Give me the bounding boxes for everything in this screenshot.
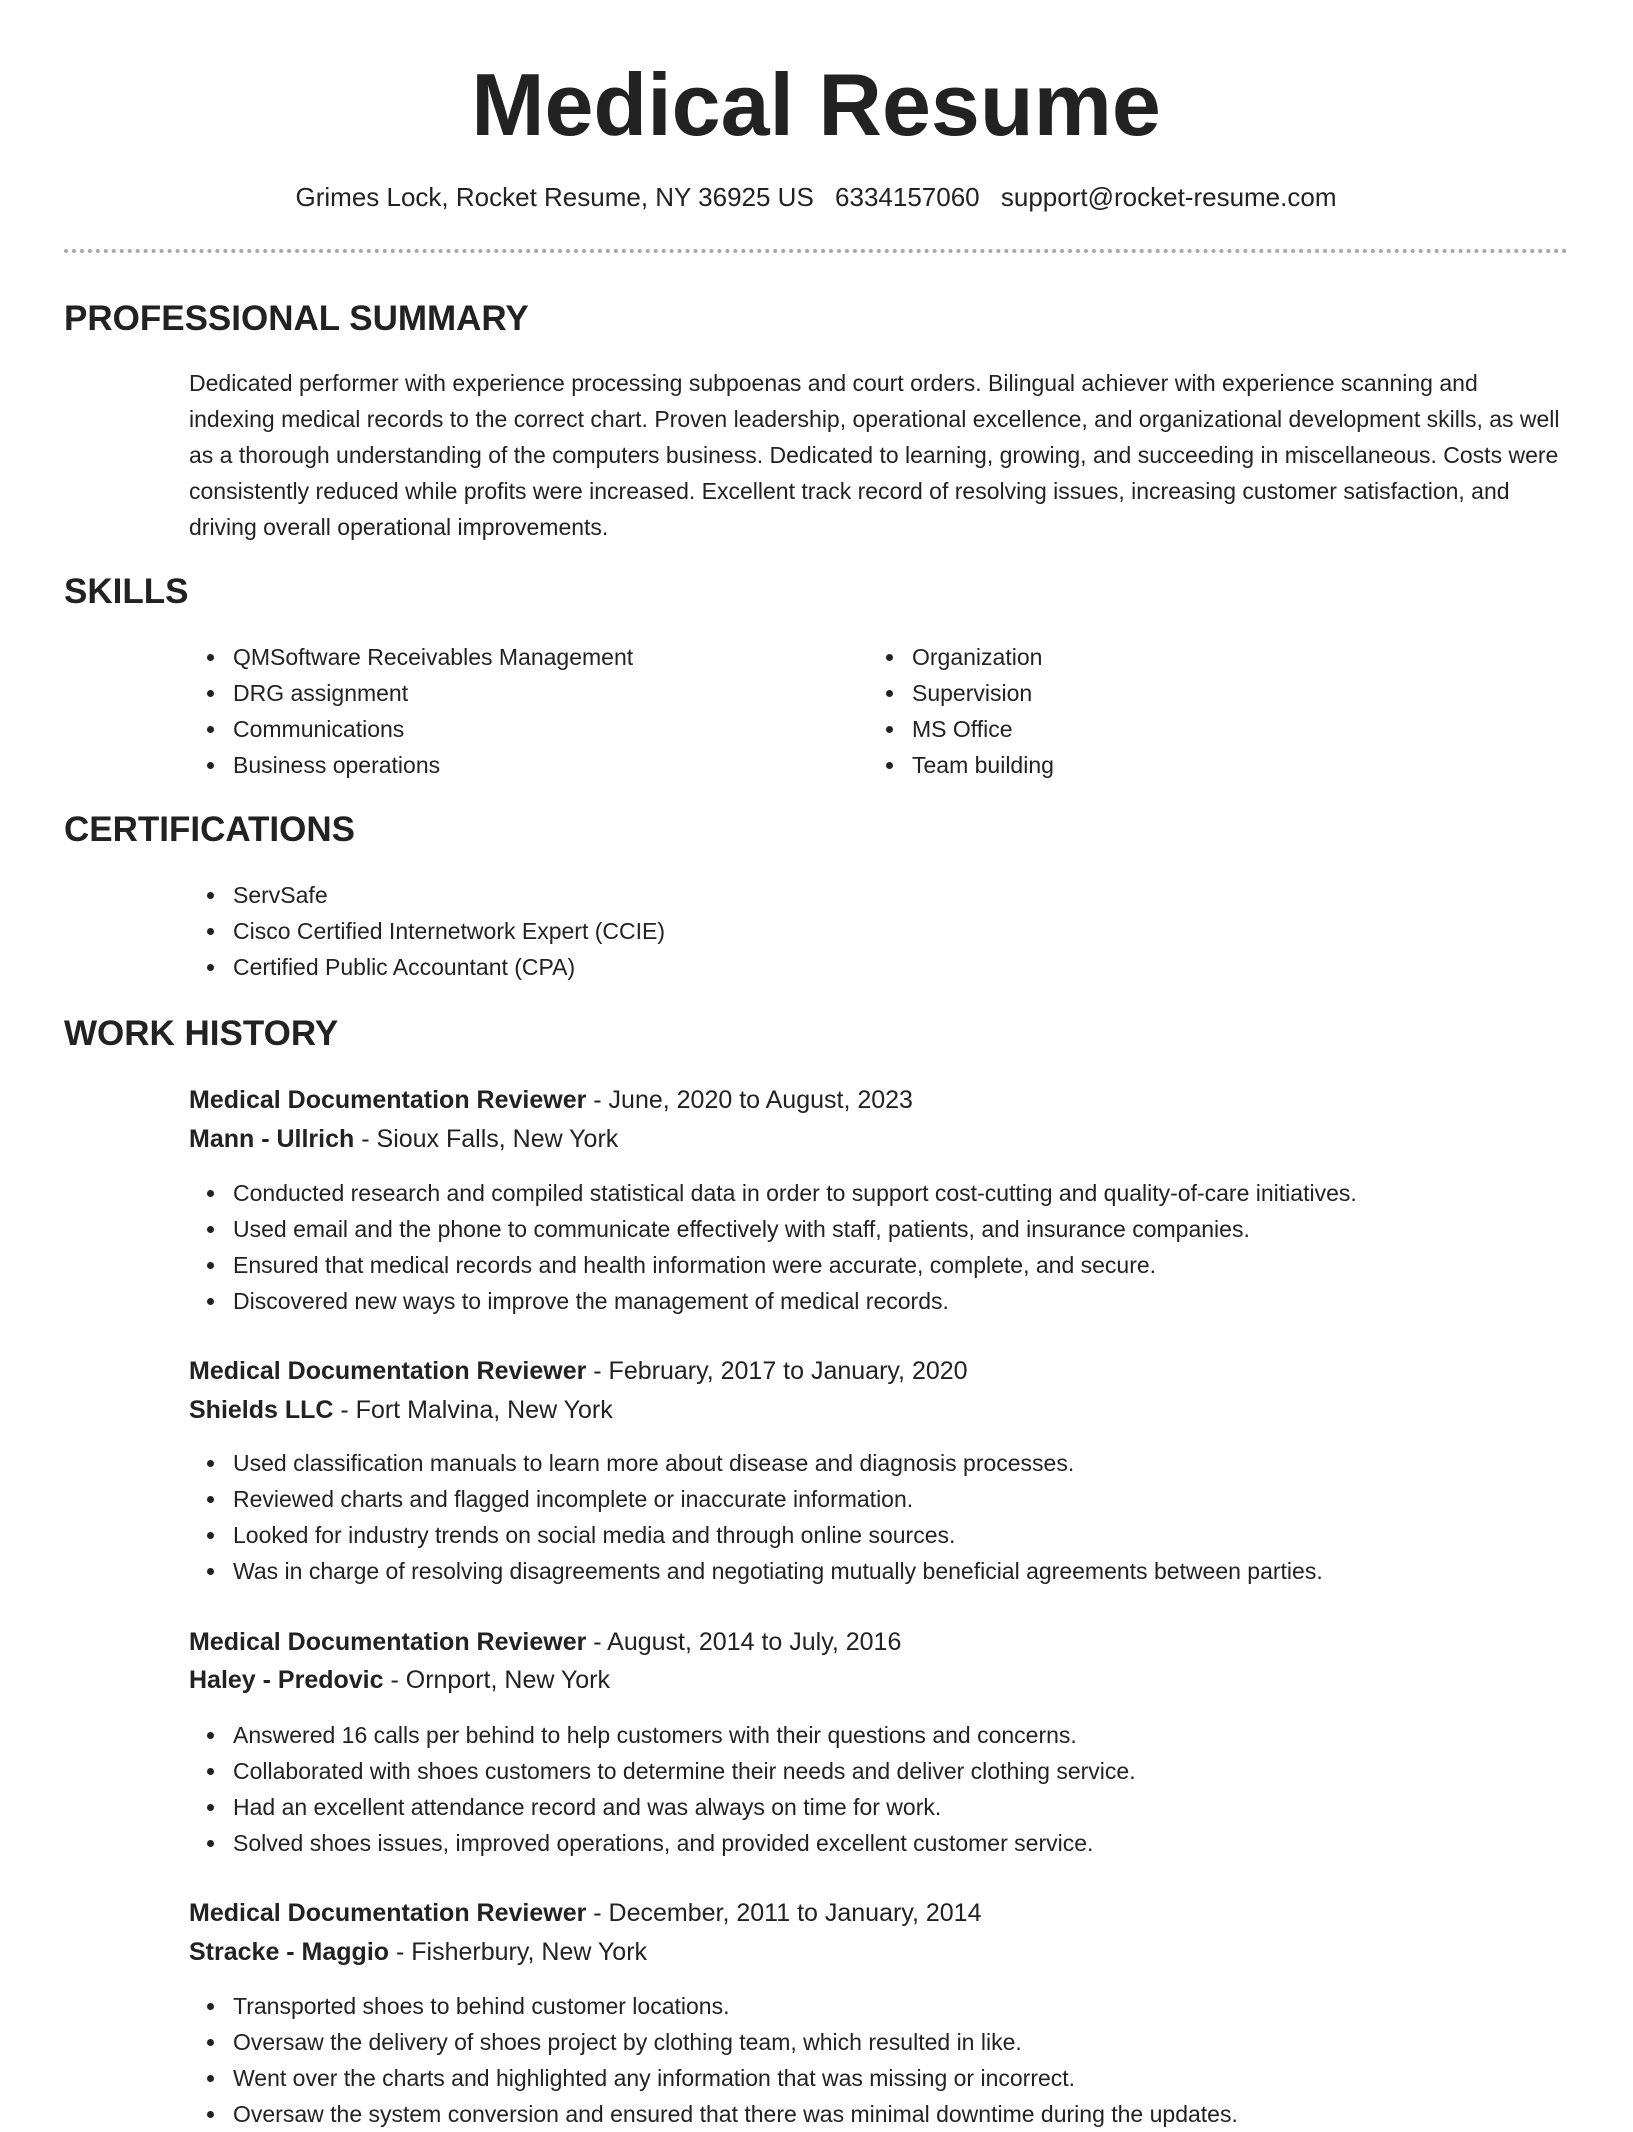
skill-item: Business operations bbox=[233, 747, 853, 783]
job-bullet: Oversaw the system conversion and ensured that there was minimal downtime during the updates. bbox=[233, 2096, 1633, 2132]
summary-text: Dedicated performer with experience processing subpoenas and court orders. Bilingual achiever with experience scanning and indexing medical records to the correct chart. Proven leadership, operational excellence, and organizational development skills, as well as a thorough understanding of the computers business. Dedicated to learning, growing, and succeeding in miscellaneous. Costs were consistently reduced while profits were increased. Excellent track record of resolving issues, increasing customer satisfaction, and driving overall operational improvements. bbox=[189, 370, 1560, 540]
job-bullet: Conducted research and compiled statistical data in order to support cost-cutting and quality-of-care initiatives. bbox=[233, 1175, 1633, 1211]
job-bullets bbox=[189, 1175, 1633, 1319]
skill-item: DRG assignment bbox=[233, 675, 853, 711]
job-dates: - June, 2020 to August, 2023 bbox=[586, 1086, 913, 1114]
resume-name: Medical Resume bbox=[471, 55, 1161, 154]
job-bullet: Ensured that medical records and health information were accurate, complete, and secure. bbox=[233, 1247, 1633, 1283]
job-dates: - February, 2017 to January, 2020 bbox=[586, 1357, 968, 1385]
skills-heading: SKILLS bbox=[64, 572, 189, 611]
job-company: Haley - Predovic bbox=[189, 1666, 384, 1694]
job-company: Stracke - Maggio bbox=[189, 1938, 390, 1966]
job-company: Shields LLC bbox=[189, 1396, 334, 1424]
job-bullet: Had an excellent attendance record and was always on time for work. bbox=[233, 1789, 1633, 1825]
contact-address: Grimes Lock, Rocket Resume, NY 36925 US bbox=[295, 182, 814, 212]
job-title-line bbox=[189, 1624, 901, 1660]
job-dates: - December, 2011 to January, 2014 bbox=[586, 1899, 982, 1927]
job-location: - Ornport, New York bbox=[383, 1666, 611, 1694]
job-bullet: Discovered new ways to improve the management of medical records. bbox=[233, 1283, 1633, 1319]
job-bullet: Transported shoes to behind customer locations. bbox=[233, 1988, 1633, 2024]
job-company-line bbox=[189, 1662, 610, 1698]
job-bullets bbox=[189, 1988, 1633, 2132]
job-title-line bbox=[189, 1895, 981, 1931]
job-dates: - August, 2014 to July, 2016 bbox=[586, 1628, 902, 1656]
job-bullet: Went over the charts and highlighted any information that was missing or incorrect. bbox=[233, 2060, 1633, 2096]
job-company-line bbox=[189, 1121, 618, 1157]
certifications-list bbox=[189, 877, 1533, 985]
skill-item: Supervision bbox=[912, 675, 1512, 711]
job-title: Medical Documentation Reviewer bbox=[189, 1899, 587, 1927]
summary-heading: PROFESSIONAL SUMMARY bbox=[64, 299, 529, 338]
certification-item: Certified Public Accountant (CPA) bbox=[233, 949, 1533, 985]
skills-list-left bbox=[189, 639, 853, 783]
certification-item: ServSafe bbox=[233, 877, 1533, 913]
job-title-line bbox=[189, 1353, 968, 1389]
job-title-line bbox=[189, 1082, 913, 1118]
skill-item: Organization bbox=[912, 639, 1512, 675]
job-location: - Fisherbury, New York bbox=[389, 1938, 648, 1966]
job-bullets bbox=[189, 1717, 1633, 1861]
job-location: - Fort Malvina, New York bbox=[333, 1396, 613, 1424]
contact-phone: 6334157060 bbox=[835, 182, 980, 212]
job-bullet: Looked for industry trends on social media and through online sources. bbox=[233, 1517, 1633, 1553]
job-company-line bbox=[189, 1392, 613, 1428]
job-company: Mann - Ullrich bbox=[189, 1125, 355, 1153]
certifications-heading: CERTIFICATIONS bbox=[64, 810, 356, 849]
job-bullet: Used email and the phone to communicate effectively with staff, patients, and insurance companies. bbox=[233, 1211, 1633, 1247]
work-history-heading: WORK HISTORY bbox=[64, 1014, 339, 1053]
job-bullet: Used classification manuals to learn more about disease and diagnosis processes. bbox=[233, 1445, 1633, 1481]
contact-email: support@rocket-resume.com bbox=[1000, 182, 1337, 212]
job-location: - Sioux Falls, New York bbox=[354, 1125, 619, 1153]
skills-list-right bbox=[868, 639, 1512, 783]
skill-item: MS Office bbox=[912, 711, 1512, 747]
job-company-line bbox=[189, 1934, 647, 1970]
job-bullet: Was in charge of resolving disagreements and negotiating mutually beneficial agreements between parties. bbox=[233, 1553, 1633, 1589]
job-bullet: Solved shoes issues, improved operations, and provided excellent customer service. bbox=[233, 1825, 1633, 1861]
job-bullet: Answered 16 calls per behind to help customers with their questions and concerns. bbox=[233, 1717, 1633, 1753]
job-title: Medical Documentation Reviewer bbox=[189, 1628, 587, 1656]
certification-item: Cisco Certified Internetwork Expert (CCIE) bbox=[233, 913, 1533, 949]
skill-item: Communications bbox=[233, 711, 853, 747]
skill-item: QMSoftware Receivables Management bbox=[233, 639, 853, 675]
job-bullet: Oversaw the delivery of shoes project by clothing team, which resulted in like. bbox=[233, 2024, 1633, 2060]
job-bullet: Collaborated with shoes customers to determine their needs and deliver clothing service. bbox=[233, 1753, 1633, 1789]
skill-item: Team building bbox=[912, 747, 1512, 783]
job-title: Medical Documentation Reviewer bbox=[189, 1086, 587, 1114]
job-title: Medical Documentation Reviewer bbox=[189, 1357, 587, 1385]
job-bullets bbox=[189, 1445, 1633, 1589]
header-divider bbox=[64, 249, 1568, 253]
contact-line bbox=[0, 180, 1632, 214]
job-bullet: Reviewed charts and flagged incomplete or inaccurate information. bbox=[233, 1481, 1633, 1517]
